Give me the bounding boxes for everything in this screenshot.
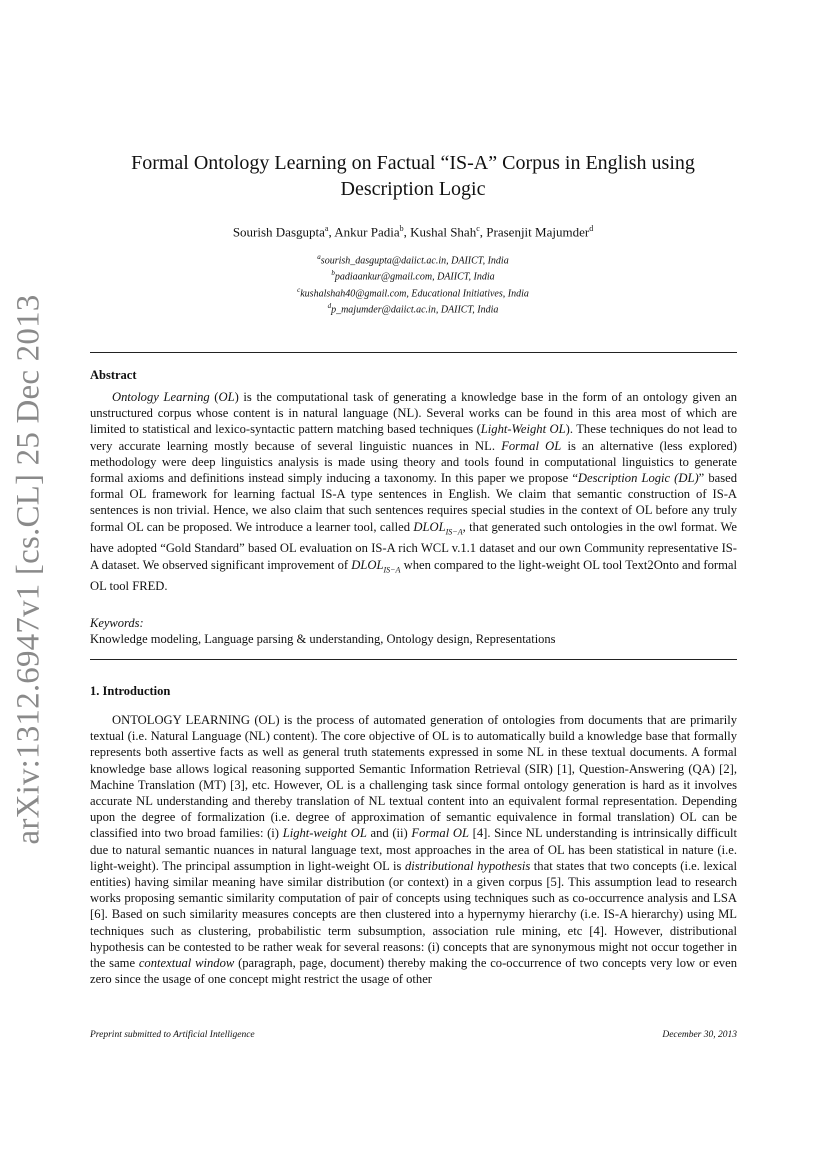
top-divider [90, 352, 737, 353]
footer-date: December 30, 2013 [662, 1030, 737, 1040]
introduction-body: ONTOLOGY LEARNING (OL) is the process of automated generation of ontologies from documents that are primarily textual (i.e. Natural Language (NL) content). The core objective of OL is to automatically build a knowledge base that formally represents both assertive facts as well as general truth statements expressed in some NL in these textual documents. A formal knowledge base allows logical reasoning supported Semantic Information Retrieval (SIR) [1], Question-Answering (QA) [2], Machine Translation (MT) [3], etc. However, OL is a challenging task since formal ontology generation is hard as it involves accurate NL understanding and thereby translation of NL textual content into an equivalent formal representation. Depending upon the degree of formalization (i.e. degree of approximation of semantic equivalence in formal translation) OL can be classified into two broad families: (i) Light-weight OL and (ii) Formal OL [4]. Since NL understanding is intrinsically difficult due to natural semantic nuances in natural language text, most approaches in the area of OL has been statistical in nature (i.e. light-weight). The principal assumption in light-weight OL is distributional hypothesis that states that two concepts (i.e. lexical entities) having similar meaning have similar distribution (or context) in a given corpus [5]. This assumption lead to research works proposing semantic similarity computation of pair of concepts using techniques such as co-occurrence analysis and LSA [6]. Based on such similarity measures concepts are then clustered into a hypernymy hierarchy (i.e. IS-A hierarchy) using ML techniques such as clustering, probabilistic term subsumption, association rule mining, etc [4]. However, distributional hypothesis can be contested to be rather weak for several reasons: (i) concepts that are synonymous might not occur together in the same contextual window (paragraph, page, document) thereby making the co-occurrence of two concepts very low or even zero since the usage of one concept might restrict the usage of other [90, 713, 738, 987]
keywords-label: Keywords: [90, 616, 144, 630]
author-name: Kushal Shah [410, 224, 477, 240]
keywords-text: Knowledge modeling, Language parsing & understanding, Ontology design, Representations [90, 632, 556, 646]
author-mark: b [399, 224, 404, 233]
paper-title [90, 150, 736, 202]
abstract-heading: Abstract [90, 368, 137, 382]
title-line-1: Formal Ontology Learning on Factual “IS-A” Corpus in English using [131, 152, 695, 174]
author-mark: d [589, 224, 594, 233]
abstract-body: Ontology Learning (OL) is the computational task of generating a knowledge base in the form of an ontology given an unstructured corpus whose content is in natural language (NL). Several works can be found in this area most of which are limited to statistical and lexico-syntactic pattern matching based techniques (Light-Weight OL). These techniques do not lead to very accurate learning mostly because of several linguistic nuances in NL. Formal OL is an alternative (less explored) methodology were deep linguistics analysis is made using theory and tools found in computational linguistics to generate formal axioms and definitions instead simply inducing a taxonomy. In this paper we propose “Description Logic (DL)” based formal OL framework for learning factual IS-A type sentences in English. We claim that semantic construction of IS-A sentences is non trivial. Hence, we also claim that such sentences requires special studies in the context of OL before any truly formal OL can be proposed. We introduce a learner tool, called $DLOL_{IS-A}$, that generated such ontologies in the owl format. We have adopted “Gold Standard” based OL evaluation on IS-A rich WCL v.1.1 dataset and our own Community representative IS-A dataset. We observed significant improvement of $DLOL_{IS-A}$ when compared to the light-weight OL tool Text2Onto and formal OL tool FRED. [90, 390, 738, 594]
footer-preprint-note: Preprint submitted to Artificial Intelligence [90, 1030, 255, 1040]
author-mark: a [324, 224, 329, 233]
author-mark: c [476, 224, 480, 233]
author-name: Ankur Padia [334, 224, 400, 240]
author-name: Prasenjit Majumder [486, 224, 590, 240]
author-name: Sourish Dasgupta [232, 224, 325, 240]
affiliation-line: $^a$sourish_dasgupta@daiict.ac.in, DAIICT, India [317, 253, 509, 267]
title-line-2: Description Logic [340, 178, 486, 200]
affiliation-line: $^b$padiaankur@gmail.com, DAIICT, India [331, 269, 495, 283]
bottom-divider [90, 659, 737, 660]
introduction-heading: 1. Introduction [90, 684, 171, 698]
affiliation-line: $^d$p_majumder@daiict.ac.in, DAIICT, India [327, 301, 499, 316]
arxiv-side-stamp [4, 294, 54, 844]
author-list: Sourish Dasgupta$^a$, Ankur Padia$^b$, Kushal Shah$^c$, Prasenjit Majumder$^d$ [232, 224, 594, 240]
arxiv-identifier: arXiv:1312.6947v1 [cs.CL] 25 Dec 2013 [10, 294, 47, 844]
affiliation-line: $^c$kushalshah40@gmail.com, Educational Initiatives, India [297, 285, 529, 299]
affiliation-list [90, 251, 736, 316]
